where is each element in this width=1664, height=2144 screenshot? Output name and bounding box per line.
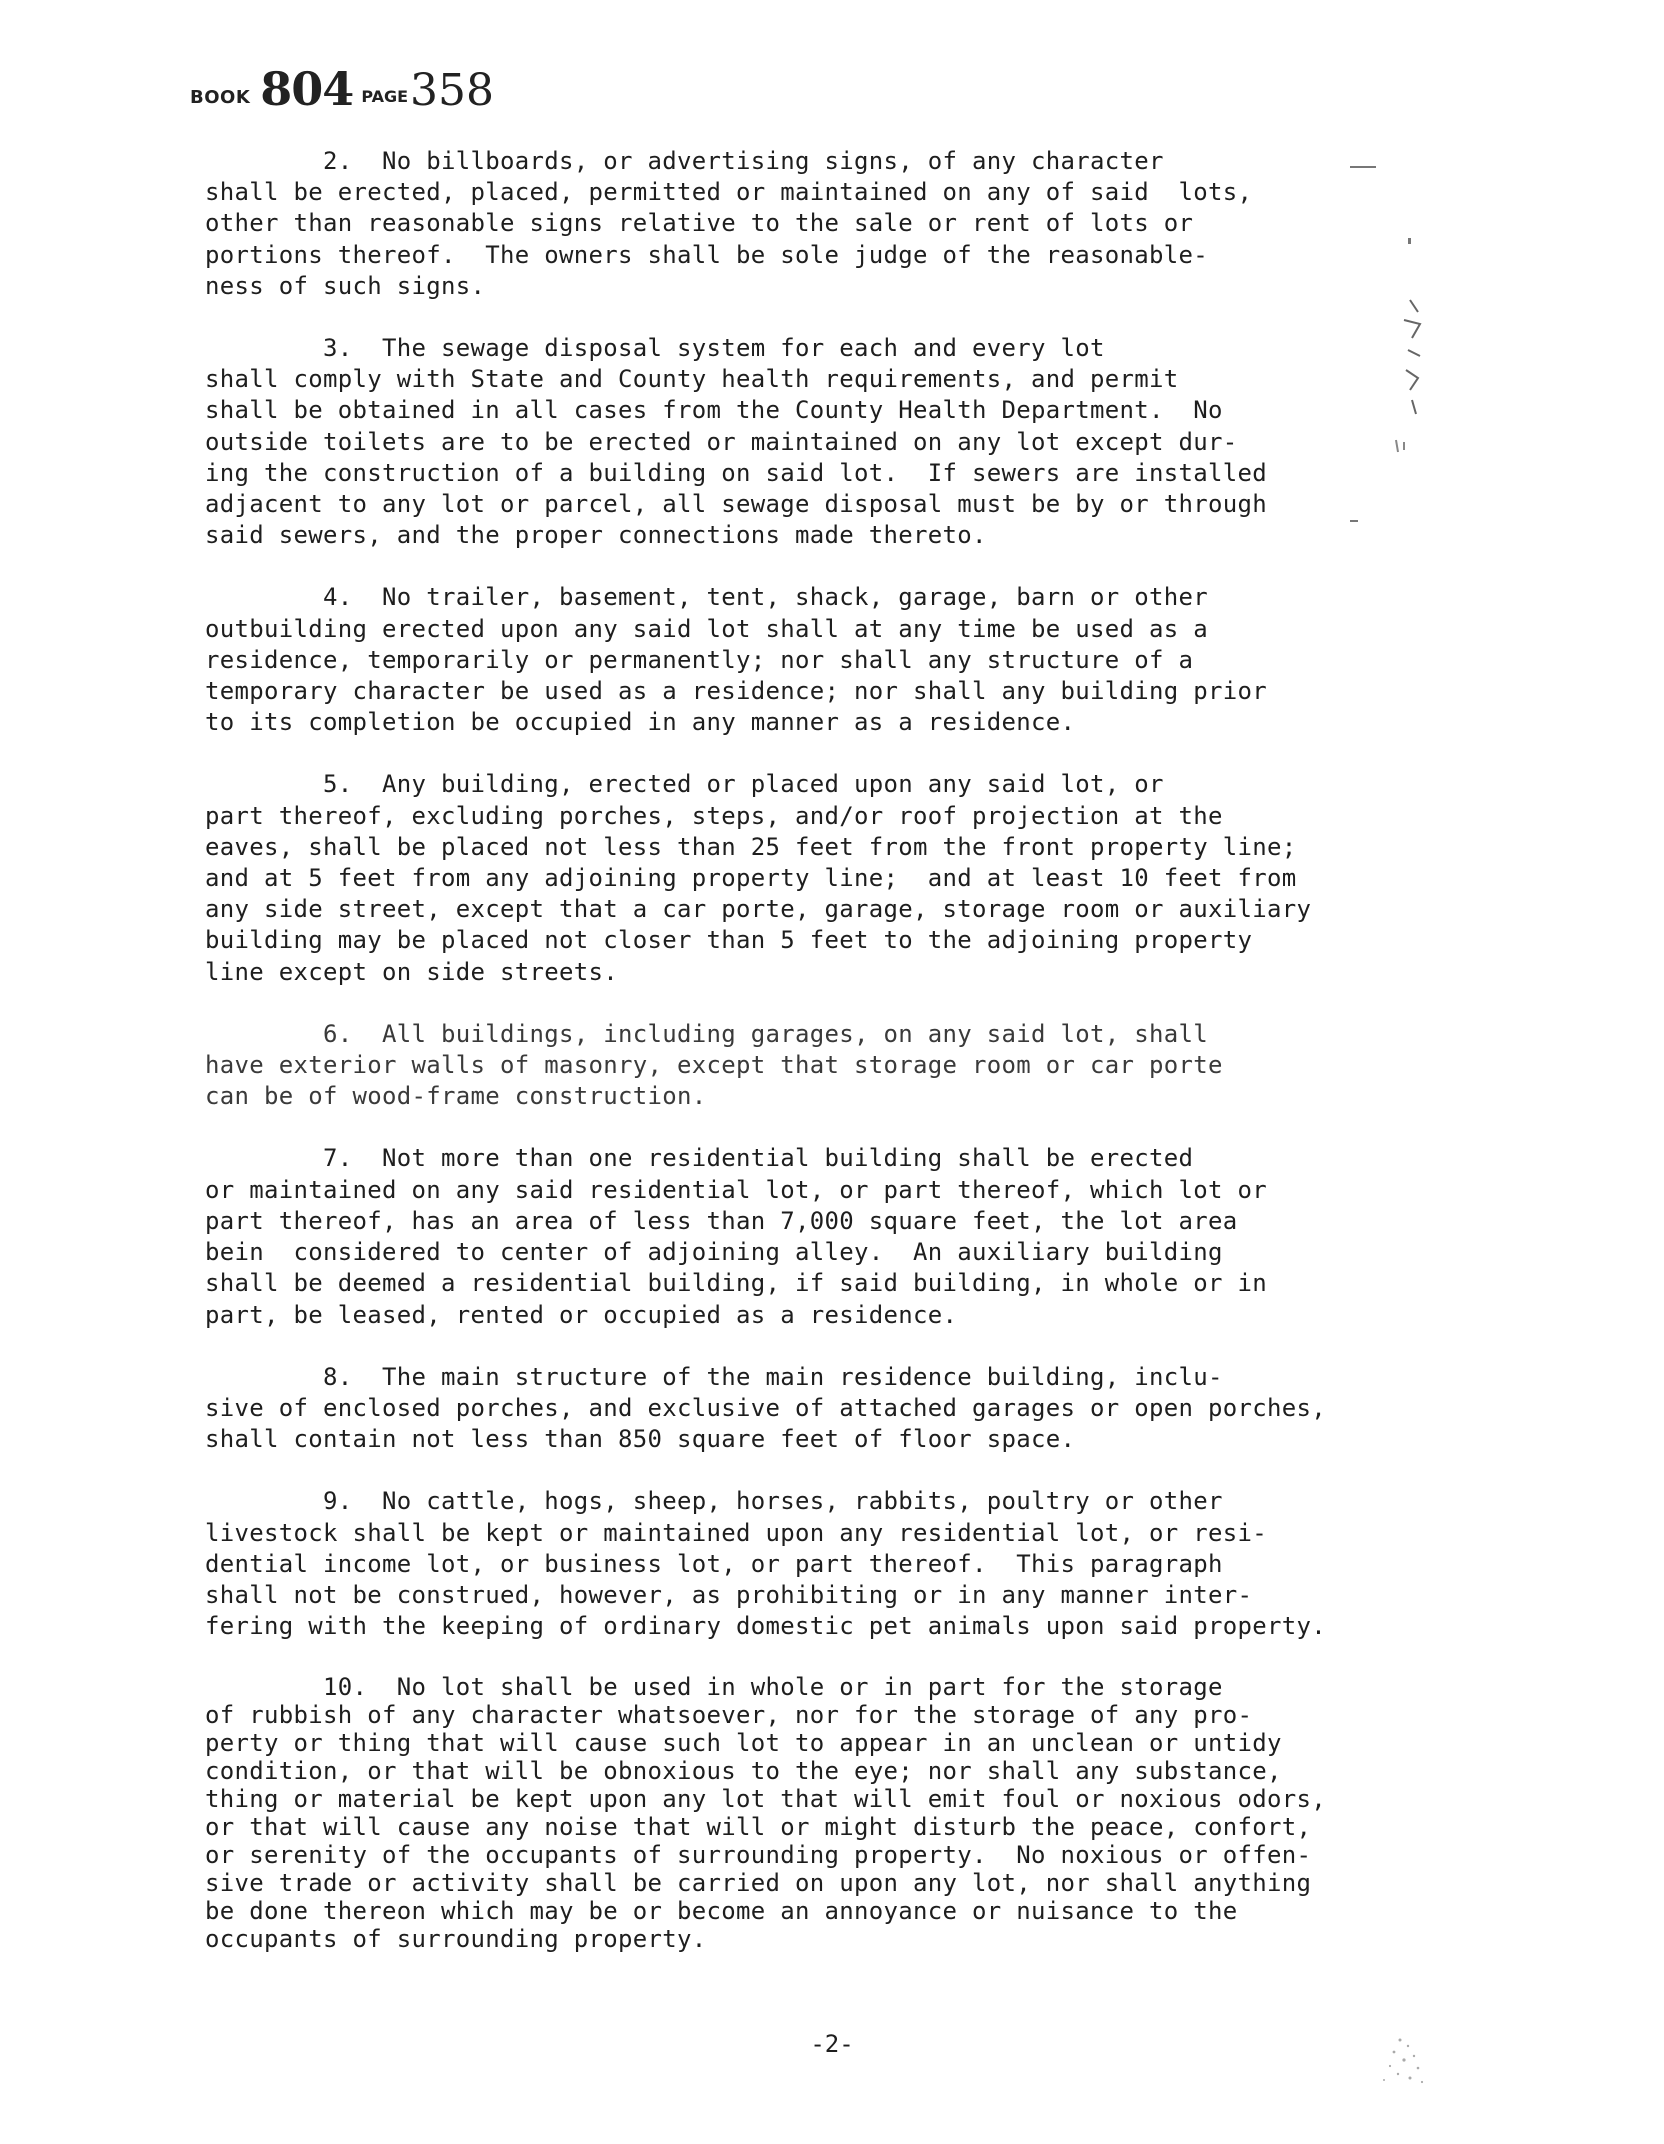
paragraph-10: 10. No lot shall be used in whole or in part for the storage of rubbish of any character whatsoever, nor for the storage of any pro- perty or thing that will cause such lot to appear in an unclean or untidy condition, or that will be obnoxious to the eye; nor shall any substance, thing or material be kept upon any lot that will emit foul or noxious odors, or that will cause any noise that will or might disturb the peace, confort, or serenity of the occupants of surrounding property. No noxious or offen- sive trade or activity shall be carried on upon any lot, nor shall anything be done thereon which may be or become an annoyance or nuisance to the occupants of surrounding property. — [205, 1673, 1326, 1954]
page-label: PAGE — [361, 87, 409, 106]
paragraph-8: 8. The main structure of the main residence building, inclu- sive of enclosed porches, and exclusive of attached garages or open porches, shall contain not less than 850 square feet of floor space. — [205, 1362, 1326, 1454]
paragraph-2: 2. No billboards, or advertising signs, of any character shall be erected, placed, permitted or maintained on any of said lots, other than reasonable signs relative to the sale or rent of lots or portions thereof. The owners shall be sole judge of the reasonable- ness of such signs. — [205, 147, 1253, 300]
paragraph-9: 9. No cattle, hogs, sheep, horses, rabbits, poultry or other livestock shall be kept or maintained upon any residential lot, or resi- dential income lot, or business lot, or part thereof. This paragraph shall not be construed, however, as prohibiting or in any manner inter- fering with the keeping of ordinary domestic pet animals upon said property. — [205, 1487, 1326, 1641]
restrictions-body — [205, 146, 1395, 1953]
book-number: 804 — [260, 62, 354, 116]
page-number-stamp: 358 — [410, 65, 494, 116]
paragraph-4: 4. No trailer, basement, tent, shack, garage, barn or other outbuilding erected upon any said lot shall at any time be used as a residence, temporarily or permanently; nor shall any structure of a temporary character be used as a residence; nor shall any building prior to its completion be occupied in any manner as a residence. — [205, 583, 1267, 737]
handwritten-margin-note — [1390, 290, 1430, 460]
paragraph-3: 3. The sewage disposal system for each and every lot shall comply with State and County health requirements, and permit shall be obtained in all cases from the County Health Department. No outside toilets are to be erected or maintained on any lot except dur- ing the construction of a building on said lot. If sewers are installed adjacent to any lot or parcel, all sewage disposal must be by or through said sewers, and the proper connections made thereto. — [205, 334, 1267, 550]
paragraph-5: 5. Any building, erected or placed upon any said lot, or part thereof, excluding porches, steps, and/or roof projection at the eaves, shall be placed not less than 25 feet from the front property line; and at 5 feet from any adjoining property line; and at least 10 feet from any side street, except that a car porte, garage, storage room or auxiliary building may be placed not closer than 5 feet to the adjoining property line except on side streets. — [205, 770, 1312, 986]
book-label: BOOK — [190, 87, 251, 108]
book-page-reference — [190, 62, 494, 116]
paragraph-7: 7. Not more than one residential building shall be erected or maintained on any said residential lot, or part thereof, which lot or part thereof, has an area of less than 7,000 square feet, the lot area bein considered to center of adjoining alley. An auxiliary building shall be deemed a residential building, if said building, in whole or in part, be leased, rented or occupied as a residence. — [205, 1144, 1267, 1329]
scan-speckle-mark — [1370, 2030, 1440, 2090]
paragraph-6: 6. All buildings, including garages, on any said lot, shall have exterior walls of masonry, except that storage room or car porte can be of wood-frame construction. — [205, 1019, 1223, 1111]
margin-tick-mark — [1350, 520, 1358, 522]
margin-tick-mark — [1408, 238, 1411, 244]
page-footer-number: -2- — [810, 2030, 854, 2058]
margin-tick-mark — [1350, 166, 1376, 168]
